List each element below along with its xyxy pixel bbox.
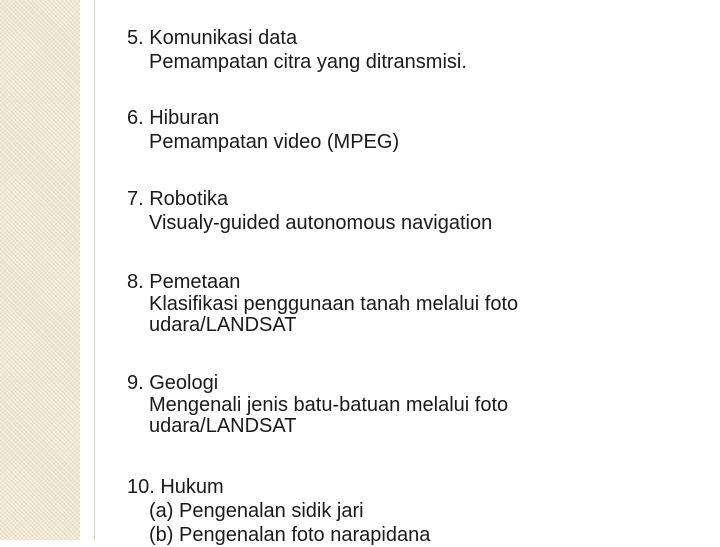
decorative-side-band <box>0 0 80 540</box>
list-item-geologi <box>127 371 697 437</box>
item-heading: 10. Hukum <box>127 476 224 498</box>
item-subpoint-a: (a) Pengenalan sidik jari <box>149 500 364 522</box>
list-item-hukum <box>127 475 697 547</box>
item-heading: 9. Geologi <box>127 372 219 394</box>
item-detail: Klasifikasi penggunaan tanah melalui foto udara/LANDSAT <box>149 293 519 336</box>
list-item-robotika <box>127 187 697 235</box>
list-item-pemetaan <box>127 270 697 336</box>
item-detail: Visualy-guided autonomous navigation <box>149 212 493 234</box>
item-heading: 5. Komunikasi data <box>127 27 298 49</box>
item-detail: Mengenali jenis batu-batuan melalui foto udara/LANDSAT <box>149 394 509 437</box>
item-heading: 8. Pemetaan <box>127 271 241 293</box>
item-detail: Pemampatan video (MPEG) <box>149 131 400 153</box>
list-item-hiburan <box>127 106 697 154</box>
decorative-divider-line <box>94 0 95 540</box>
item-detail: Pemampatan citra yang ditransmisi. <box>149 51 467 73</box>
list-item-komunikasi-data <box>127 26 697 74</box>
item-heading: 7. Robotika <box>127 188 229 210</box>
item-subpoint-b: (b) Pengenalan foto narapidana <box>149 524 431 546</box>
item-heading: 6. Hiburan <box>127 107 220 129</box>
